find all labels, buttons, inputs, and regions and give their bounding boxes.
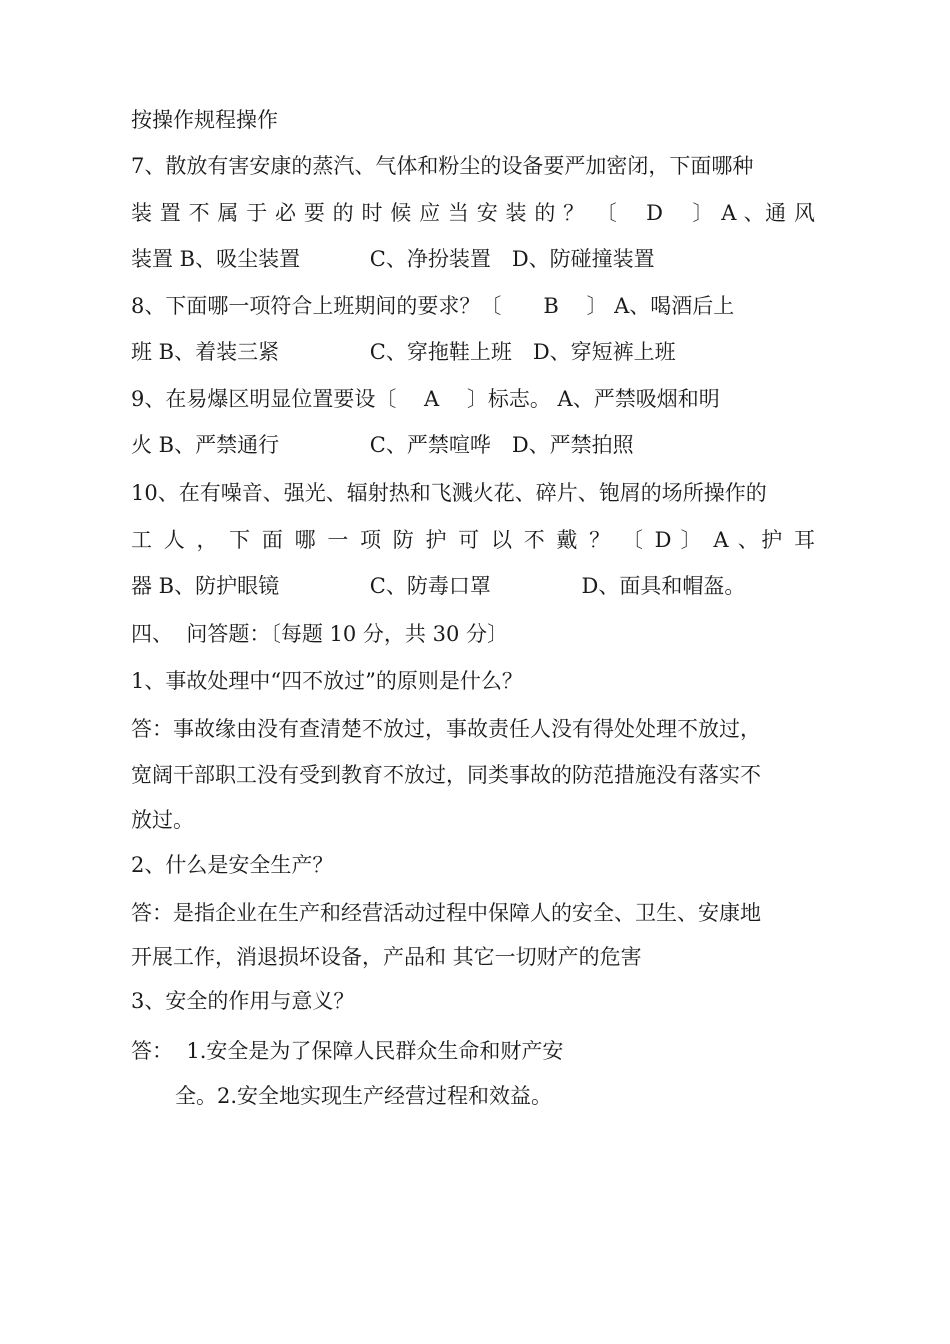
section-heading: 四、 问答题：〔每题 10 分，共 30 分〕 <box>131 622 508 646</box>
question-8-line-1: 8、下面哪一项符合上班期间的要求？〔 B 〕 A、喝酒后上 <box>131 294 735 318</box>
question-10-line-2: 工 人 ， 下 面 哪 一 项 防 护 可 以 不 戴 ？ 〔 D 〕 A 、护 耳 <box>131 528 815 552</box>
answer-3-line-1: 答： 1.安全是为了保障人民群众生命和财产安 <box>131 1039 564 1063</box>
answer-1-line-2: 宽阔干部职工没有受到教育不放过，同类事故的防范措施没有落实不 <box>131 763 761 787</box>
question-7-line-2: 装 置 不 属 于 必 要 的 时 候 应 当 安 装 的 ？ 〔 D 〕 A 、通 风 <box>131 201 815 225</box>
answer-2-line-2: 开展工作，消退损坏设备，产品和 其它一切财产的危害 <box>131 945 642 969</box>
essay-question-1: 1、事故处理中“四不放过”的原则是什么？ <box>131 669 523 693</box>
question-9-line-1: 9、在易爆区明显位置要设〔 A 〕标志。 A、严禁吸烟和明 <box>131 387 720 411</box>
essay-question-3: 3、安全的作用与意义？ <box>131 989 355 1013</box>
essay-question-2: 2、什么是安全生产？ <box>131 853 334 877</box>
answer-2-line-1: 答：是指企业在生产和经营活动过程中保障人的安全、卫生、安康地 <box>131 901 761 925</box>
question-10-line-1: 10、在有噪音、强光、辐射热和飞溅火花、碎片、铇屑的场所操作的 <box>131 481 767 505</box>
answer-1-line-1: 答：事故缘由没有查清楚不放过，事故责任人没有得处处理不放过， <box>131 717 761 741</box>
question-7-line-1: 7、散放有害安康的蒸汽、气体和粉尘的设备要严加密闭，下面哪种 <box>131 154 754 178</box>
answer-3-line-2: 全。2.安全地实现生产经营过程和效益。 <box>175 1084 553 1108</box>
question-7-options: 装置 B、吸尘装置 C、净扮装置 D、防碰撞装置 <box>131 247 655 271</box>
text-line-1: 按操作规程操作 <box>131 108 278 132</box>
question-10-options: 器 B、防护眼镜 C、防毒口罩 D、面具和帽盔。 <box>131 574 746 598</box>
answer-1-line-3: 放过。 <box>131 808 194 832</box>
question-8-options: 班 B、着装三紧 C、穿拖鞋上班 D、穿短裤上班 <box>131 340 676 364</box>
question-9-options: 火 B、严禁通行 C、严禁喧哗 D、严禁拍照 <box>131 433 634 457</box>
